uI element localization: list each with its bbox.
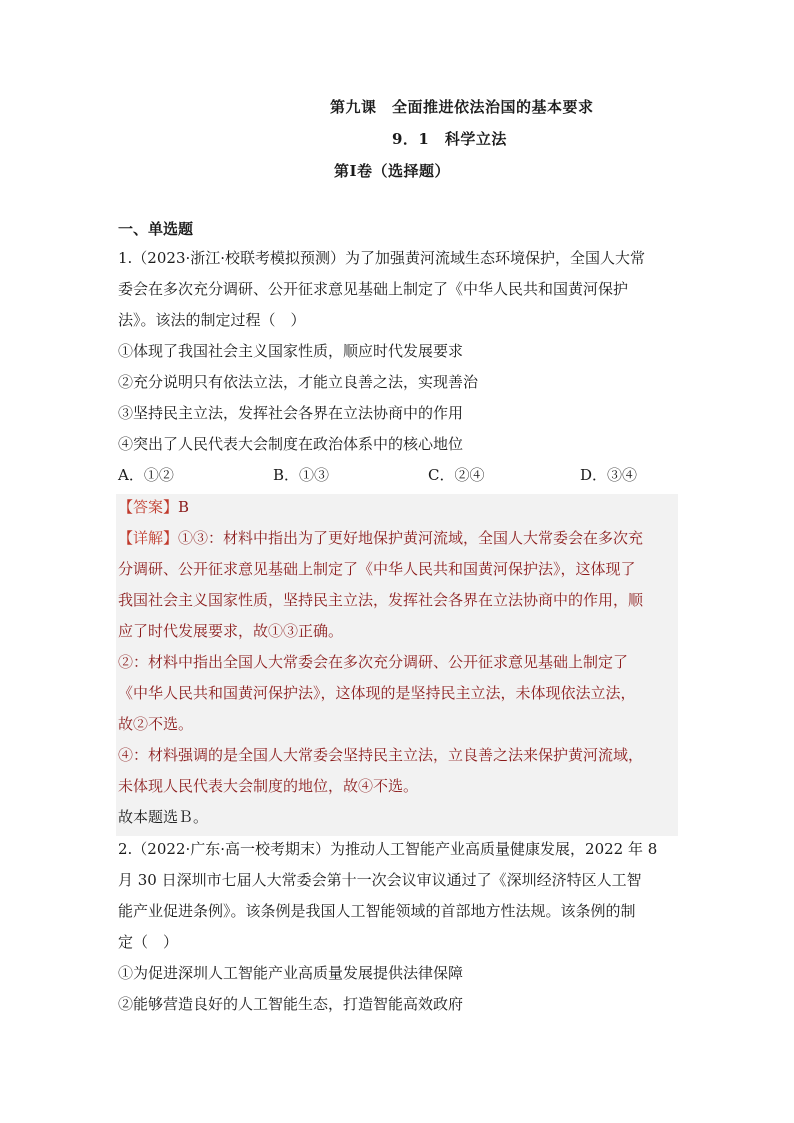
q1-option-c: C．②④ bbox=[428, 466, 485, 484]
q2-statement-2: ②能够营造良好的人工智能生态，打造智能高效政府 bbox=[118, 995, 464, 1013]
q1-statement-3: ③坚持民主立法，发挥社会各界在立法协商中的作用 bbox=[118, 404, 464, 422]
q1-statement-1: ①体现了我国社会主义国家性质，顺应时代发展要求 bbox=[118, 342, 464, 360]
detail-line-3: 我国社会主义国家性质，坚持民主立法，发挥社会各界在立法协商中的作用，顺 bbox=[118, 591, 644, 609]
q1-option-b: B．①③ bbox=[273, 466, 330, 484]
lesson-title: 第九课 全面推进依法治国的基本要求 bbox=[330, 98, 594, 116]
section-heading: 一、单选题 bbox=[118, 220, 194, 238]
q2-line-4: 定（ ） bbox=[118, 933, 179, 951]
q1-option-a: A．①② bbox=[118, 466, 174, 484]
detail-tag: 【详解】 bbox=[118, 529, 179, 547]
q2-line-1: 2.（2022·广东·高一校考期末）为推动人工智能产业高质量健康发展，2022 年 8 bbox=[118, 840, 658, 858]
detail-line-2: 分调研、公开征求意见基础上制定了《中华人民共和国黄河保护法》，这体现了 bbox=[118, 560, 636, 578]
answer-conclusion: 故本题选Ｂ。 bbox=[118, 808, 209, 826]
detail-line-4: 应了时代发展要求，故①③正确。 bbox=[118, 622, 344, 640]
q1-statement-2: ②充分说明只有依法立法，才能立良善之法，实现善治 bbox=[118, 373, 479, 391]
q2-line-2: 月 30 日深圳市七届人大常委会第十一次会议审议通过了《深圳经济特区人工智 bbox=[118, 871, 642, 889]
answer-line bbox=[118, 492, 189, 523]
answer-value: B bbox=[178, 498, 190, 516]
section-title: 9．1 科学立法 bbox=[392, 130, 507, 148]
q1-statement-4: ④突出了人民代表大会制度在政治体系中的核心地位 bbox=[118, 435, 464, 453]
detail-line-7: 故②不选。 bbox=[118, 715, 194, 733]
q2-line-3: 能产业促进条例》。该条例是我国人工智能领域的首部地方性法规。该条例的制 bbox=[118, 902, 636, 920]
detail-line-5: ②：材料中指出全国人大常委会在多次充分调研、公开征求意见基础上制定了 bbox=[118, 653, 629, 671]
q1-line-3: 法》。该法的制定过程（ ） bbox=[118, 311, 306, 329]
detail-line-8: ④：材料强调的是全国人大常委会坚持民主立法，立良善之法来保护黄河流域， bbox=[118, 746, 644, 764]
q2-statement-1: ①为促进深圳人工智能产业高质量发展提供法律保障 bbox=[118, 964, 464, 982]
answer-tag: 【答案】 bbox=[118, 498, 179, 516]
detail-text-1: ①③：材料中指出为了更好地保护黄河流域，全国人大常委会在多次充 bbox=[178, 529, 644, 547]
detail-line-9: 未体现人民代表大会制度的地位，故④不选。 bbox=[118, 777, 419, 795]
q1-line-2: 委会在多次充分调研、公开征求意见基础上制定了《中华人民共和国黄河保护 bbox=[118, 280, 629, 298]
detail-line-6: 《中华人民共和国黄河保护法》，这体现的是坚持民主立法，未体现依法立法， bbox=[118, 684, 636, 702]
detail-line-1 bbox=[118, 523, 643, 554]
q1-line-1: 1.（2023·浙江·校联考模拟预测）为了加强黄河流域生态环境保护，全国人大常 bbox=[118, 249, 646, 267]
q1-option-d: D．③④ bbox=[580, 466, 638, 484]
volume-title: 第Ⅰ卷（选择题） bbox=[334, 162, 451, 180]
